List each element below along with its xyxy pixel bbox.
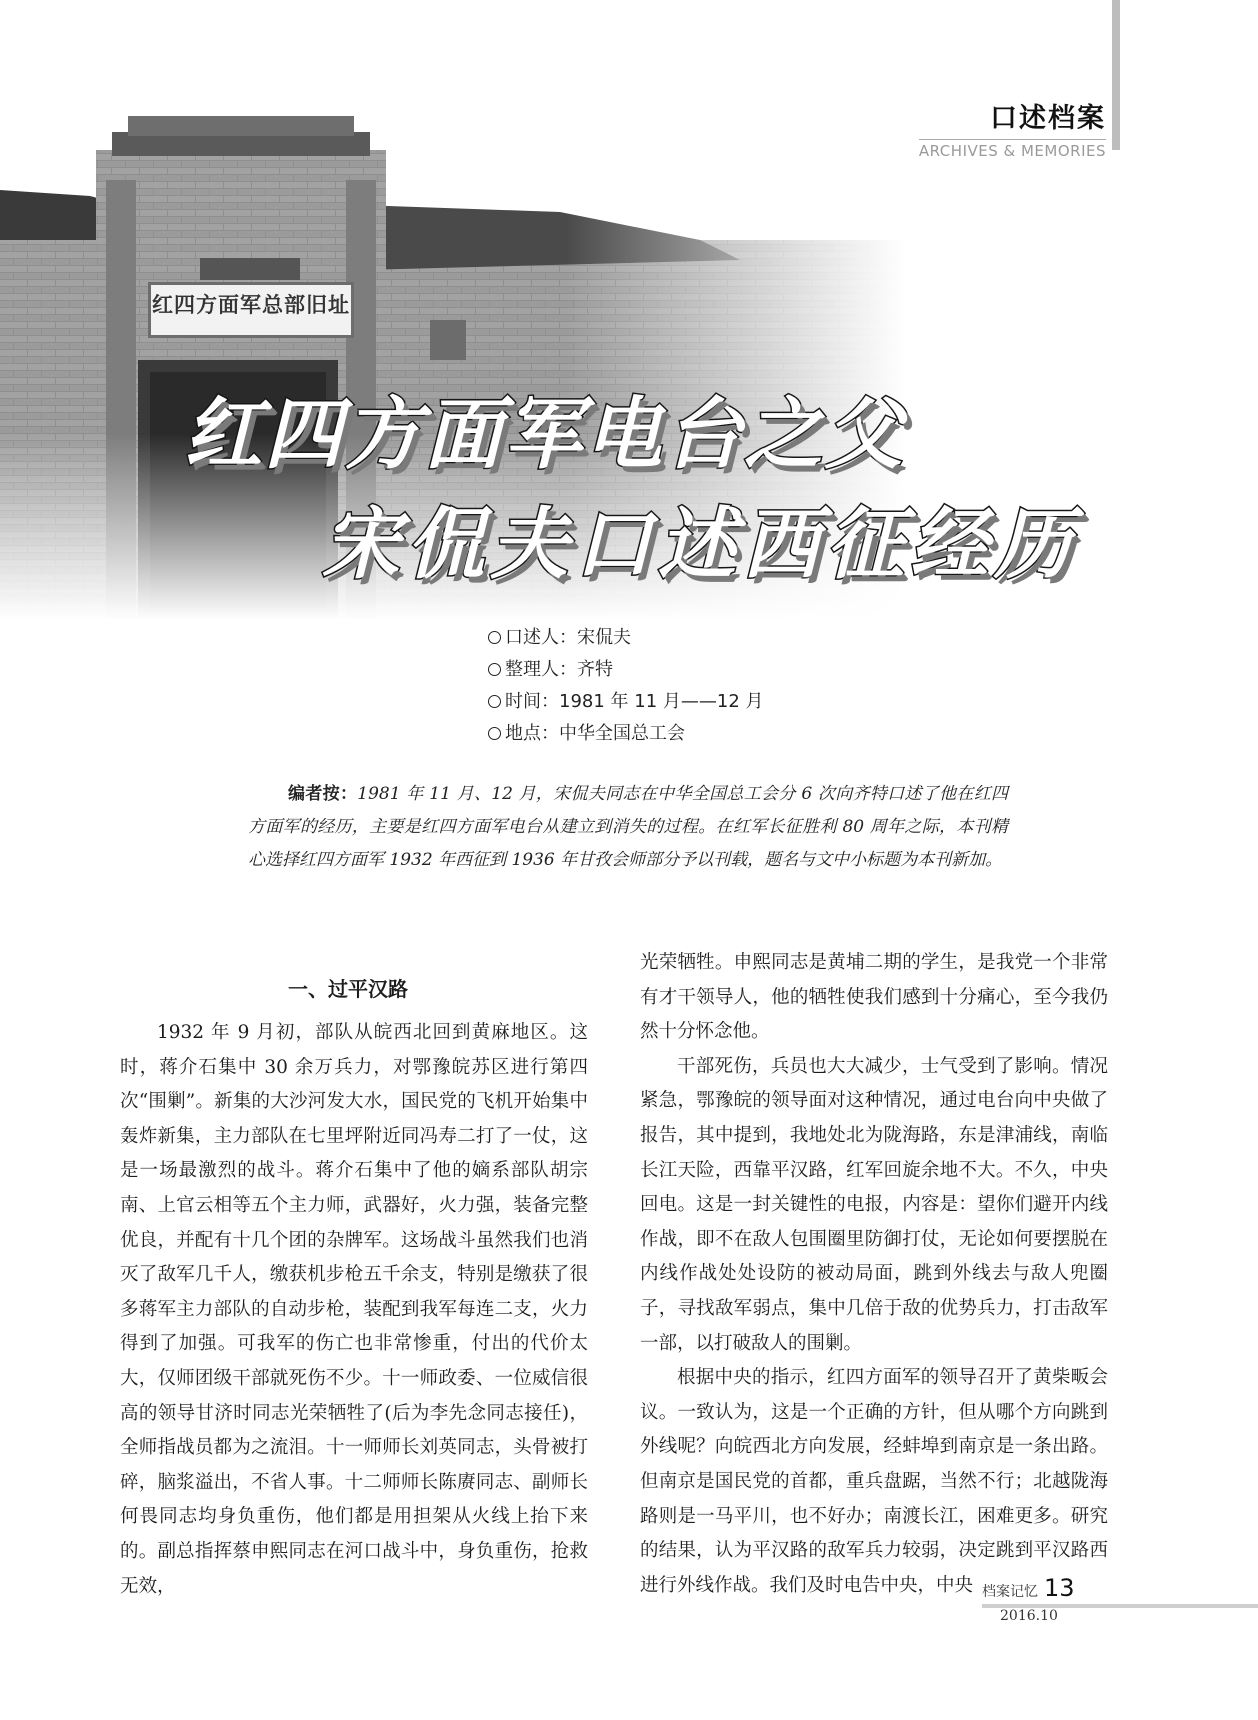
page-footer (982, 1574, 1075, 1602)
paragraph: 光荣牺牲。申熙同志是黄埔二期的学生，是我党一个非常有才干领导人，他的牺牲使我们感到十分痛心，至今我仍然十分怀念他。 (640, 952, 1108, 1043)
meta-row-place: 地点：中华全国总工会 (488, 718, 764, 750)
editor-note: 编者按：1981 年 11 月、12 月，宋侃夫同志在中华全国总工会分 6 次向齐特口述了他在红四方面军的经历，主要是红四方面军电台从建立到消失的过程。在红军长征胜利 80 周年之际，本刊精心选择红四方面军 1932 年西征到 1936 年甘孜会师部分予以刊载，题名与文中小标题为本刊新加。 (248, 784, 1009, 870)
meta-label: 口述人 (505, 627, 559, 648)
meta-label: 时间 (505, 691, 541, 712)
building-plaque (148, 282, 354, 338)
editor-note-text: 1981 年 11 月、12 月，宋侃夫同志在中华全国总工会分 6 次向齐特口述了他在红四方面军的经历，主要是红四方面军电台从建立到消失的过程。在红军长征胜利 80 周年之际，本刊精心选择红四方面军 1932 年西征到 1936 年甘孜会师部分予以刊载，题名与文中小标题为本刊新加。 (248, 784, 1009, 870)
meta-row-narrator: 口述人：宋侃夫 (488, 622, 764, 654)
meta-value: 1981 年 11 月——12 月 (559, 691, 764, 712)
section-side-bar (1112, 0, 1120, 150)
editor-note-label: 编者按 (288, 784, 340, 804)
section-header (919, 96, 1106, 160)
issue-date: 2016.10 (1000, 1608, 1058, 1624)
body-column-right (640, 946, 1108, 1603)
headline-line-1: 红四方面军电台之父 (184, 390, 905, 480)
page-number: 13 (1044, 1574, 1075, 1602)
meta-value: 宋侃夫 (577, 627, 631, 648)
paragraph: 干部死伤，兵员也大大减少，士气受到了影响。情况紧急，鄂豫皖的领导面对这种情况，通过电台向中央做了报告，其中提到，我地处北为陇海路，东是津浦线，南临长江天险，西靠平汉路，红军回旋余地不大。不久，中央回电。这是一封关键性的电报，内容是：望你们避开内线作战，即不在敌人包围圈里防御打仗，无论如何要摆脱在内线作战处处设防的被动局面，跳到外线去与敌人兜圈子，寻找敌军弱点，集中几倍于敌的优势兵力，打击敌军一部，以打破敌人的围剿。 (640, 1055, 1108, 1354)
paragraph: 1932 年 9 月初，部队从皖西北回到黄麻地区。这时，蒋介石集中 30 余万兵力，对鄂豫皖苏区进行第四次“围剿”。新集的大沙河发大水，国民党的飞机开始集中轰炸新集，主力部队在七里坪附近同冯寿二打了一仗，这是一场最激烈的战斗。蒋介石集中了他的嫡系部队胡宗南、上官云相等五个主力师，武器好，火力强，装备完整优良，并配有十几个团的杂牌军。这场战斗虽然我们也消灭了敌军几千人，缴获机步枪五千余支，特别是缴获了很多蒋军主力部队的自动步枪，装配到我军每连二支，火力得到了加强。可我军的伤亡也非常惨重，付出的代价太大，仅师团级干部就死伤不少。十一师政委、一位威信很高的领导甘济时同志光荣牺牲了(后为李先念同志接任)，全师指战员都为之流泪。十一师师长刘英同志，头骨被打碎，脑浆溢出，不省人事。十二师师长陈赓同志、副师长何畏同志均身负重伤，他们都是用担架从火线上抬下来的。副总指挥蔡申熙同志在河口战斗中，身负重伤，抢救无效， (120, 1022, 588, 1597)
meta-label: 地点 (505, 723, 541, 744)
circle-icon (488, 695, 501, 708)
section-title: 口述档案 (990, 103, 1106, 134)
circle-icon (488, 727, 501, 740)
article-meta (488, 622, 764, 750)
meta-value: 齐特 (577, 659, 613, 680)
meta-row-editor: 整理人：齐特 (488, 654, 764, 686)
meta-value: 中华全国总工会 (559, 723, 685, 744)
section-subtitle: ARCHIVES & MEMORIES (919, 139, 1106, 160)
headline-line-2: 宋侃夫口述西征经历 (322, 500, 1079, 590)
paragraph: 根据中央的指示，红四方面军的领导召开了黄柴畈会议。一致认为，这是一个正确的方针，但从哪个方向跳到外线呢？向皖西北方向发展，经蚌埠到南京是一条出路。但南京是国民党的首都，重兵盘踞，当然不行；北越陇海路则是一马平川，也不好办；南渡长江，困难更多。研究的结果，认为平汉路的敌军兵力较弱，决定跳到平汉路西进行外线作战。我们及时电告中央，中央 (640, 1367, 1108, 1596)
journal-name: 档案记忆 (982, 1584, 1038, 1600)
section-heading: 一、过平汉路 (288, 977, 408, 1001)
circle-icon (488, 663, 501, 676)
plaque-text: 红四方面军总部旧址 (152, 292, 350, 317)
circle-icon (488, 631, 501, 644)
meta-label: 整理人 (505, 659, 559, 680)
meta-row-time: 时间：1981 年 11 月——12 月 (488, 686, 764, 718)
body-column-left (120, 960, 588, 1604)
